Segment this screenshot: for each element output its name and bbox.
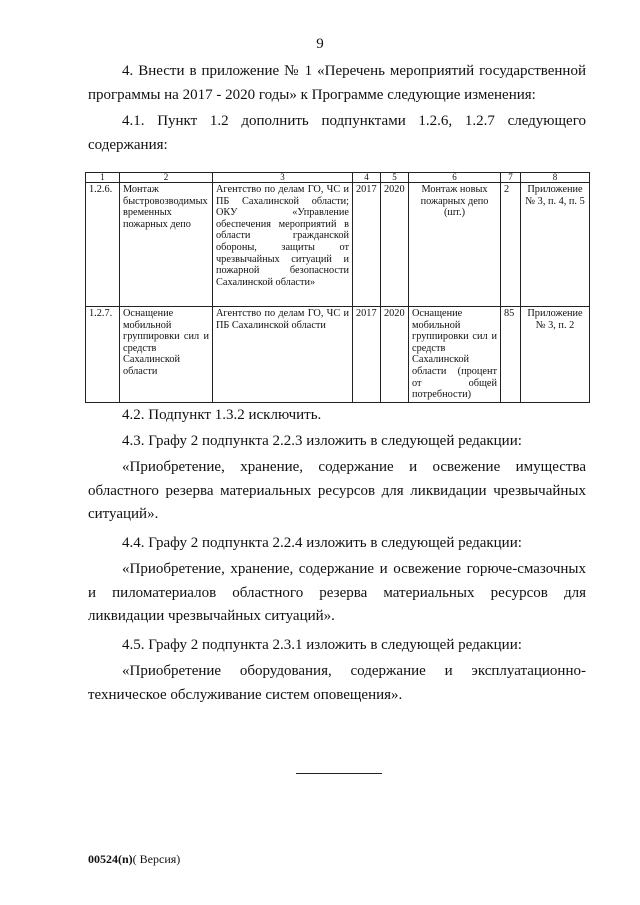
executor: Агентство по делам ГО, ЧС и ПБ Сахалинской области; ОКУ «Управление обеспечения мероприятий в области гражданской обороны, защиты от чрезвычайных ситуаций и пожарной безопасности Сахалинской области» <box>213 183 353 307</box>
item-4-2: 4.2. Подпункт 1.3.2 исключить. <box>122 407 322 423</box>
indicator-value: 85 <box>501 307 521 403</box>
start-year: 2017 <box>353 183 381 307</box>
item-4-5: 4.5. Графу 2 подпункта 2.3.1 изложить в следующей редакции: <box>122 637 522 653</box>
closing-divider <box>296 773 382 774</box>
row-number: 1.2.7. <box>86 307 120 403</box>
event-name: Оснащение мобильной группировки сил и средств Сахалинской области <box>120 307 213 403</box>
column-header: 1 <box>86 173 120 183</box>
intro-paragraph-4: 4. Внести в приложение № 1 «Перечень мероприятий государственной программы на 2017 - 2020 годы» к Программе следующие изменения: <box>88 63 586 103</box>
footer-doc-code <box>88 852 180 867</box>
column-header: 8 <box>521 173 590 183</box>
doc-version: ( Версия) <box>132 852 181 866</box>
column-header: 2 <box>120 173 213 183</box>
doc-code: 00524(n) <box>88 852 133 866</box>
table-header-row <box>86 173 590 183</box>
event-name: Монтаж быстровозводимых временных пожарных депо <box>120 183 213 307</box>
appendix-reference: Приложение № 3, п. 2 <box>521 307 590 403</box>
result-indicator: Оснащение мобильной группировки сил и средств Сахалинской области (процент от общей потребности) <box>409 307 501 403</box>
row-number: 1.2.6. <box>86 183 120 307</box>
appendix-reference: Приложение № 3, п. 4, п. 5 <box>521 183 590 307</box>
end-year: 2020 <box>381 307 409 403</box>
indicator-value: 2 <box>501 183 521 307</box>
table-row <box>86 183 590 307</box>
item-4-4: 4.4. Графу 2 подпункта 2.2.4 изложить в следующей редакции: <box>122 535 522 551</box>
column-header: 4 <box>353 173 381 183</box>
measures-table <box>85 172 590 403</box>
item-4-5-text: «Приобретение оборудования, содержание и эксплуатационно-техническое обслуживание систем оповещения». <box>88 663 586 703</box>
column-header: 7 <box>501 173 521 183</box>
intro-paragraph-4-1: 4.1. Пункт 1.2 дополнить подпунктами 1.2.6, 1.2.7 следующего содержания: <box>88 113 586 153</box>
start-year: 2017 <box>353 307 381 403</box>
item-4-3: 4.3. Графу 2 подпункта 2.2.3 изложить в следующей редакции: <box>122 433 522 449</box>
result-indicator: Монтаж новых пожарных депо (шт.) <box>409 183 501 307</box>
page-number: 9 <box>316 36 324 52</box>
executor: Агентство по делам ГО, ЧС и ПБ Сахалинской области <box>213 307 353 403</box>
column-header: 6 <box>409 173 501 183</box>
table-row <box>86 307 590 403</box>
column-header: 3 <box>213 173 353 183</box>
item-4-3-text: «Приобретение, хранение, содержание и освежение имущества областного резерва материальных ресурсов для ликвидации чрезвычайных ситуаций». <box>88 459 586 522</box>
column-header: 5 <box>381 173 409 183</box>
item-4-4-text: «Приобретение, хранение, содержание и освежение горюче-смазочных и пиломатериалов областного резерва материальных ресурсов для ликвидации чрезвычайных ситуаций». <box>88 561 586 624</box>
end-year: 2020 <box>381 183 409 307</box>
